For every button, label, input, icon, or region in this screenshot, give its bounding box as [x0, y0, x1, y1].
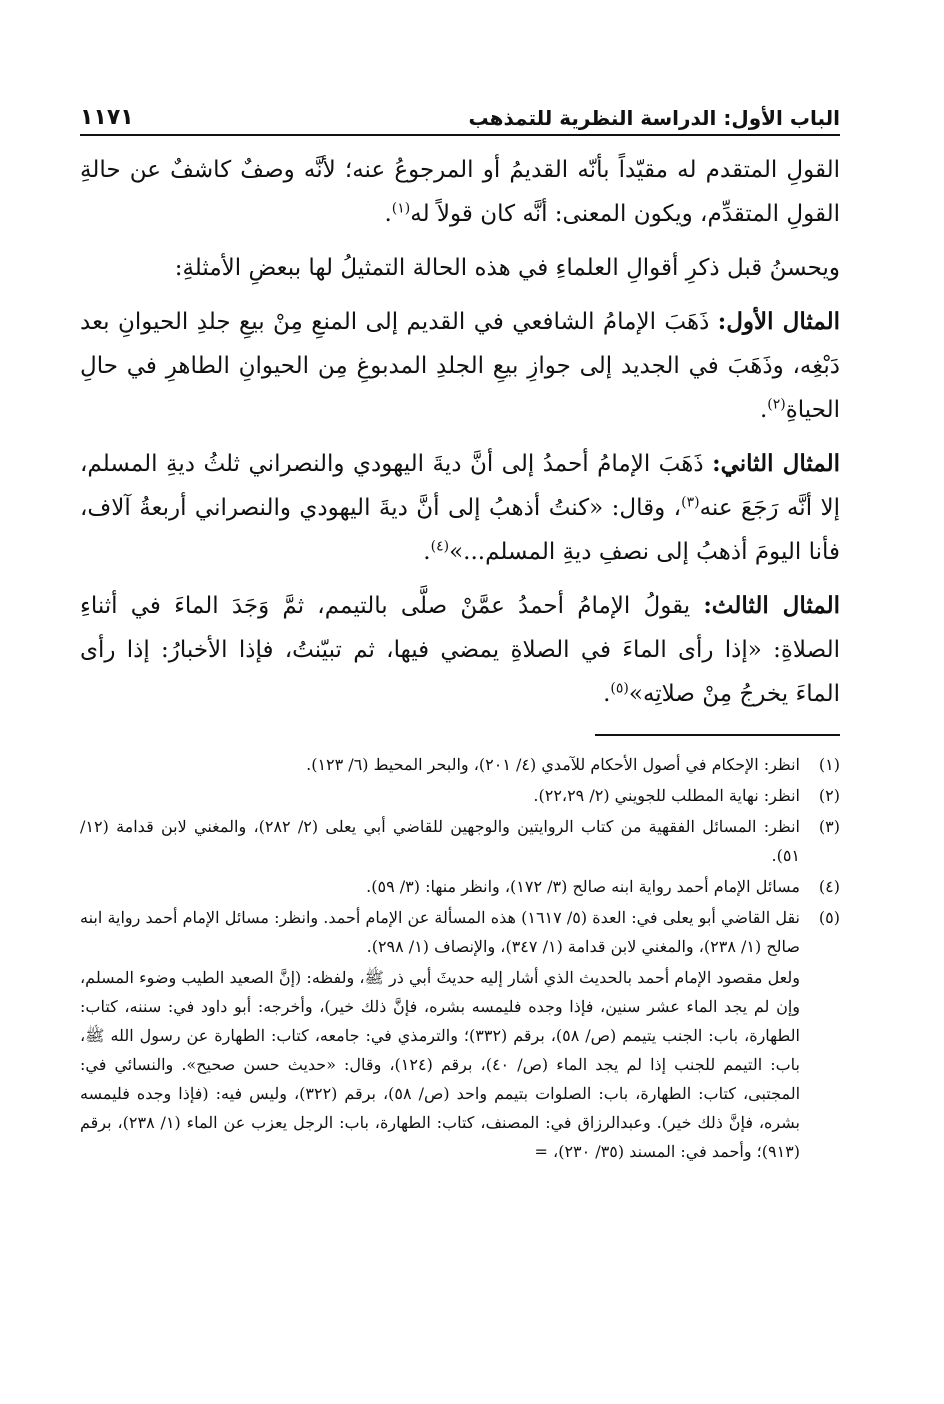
- footnote-3: [80, 812, 840, 870]
- punctuation: .: [423, 539, 431, 565]
- footnote-5-continuation: [80, 963, 840, 1166]
- footnote-text: انظر: نهاية المطلب للجويني (٢/ ٢٢،٢٩).: [533, 786, 800, 805]
- footnote-ref: (٣): [681, 494, 700, 511]
- chapter-title: الباب الأول: الدراسة النظرية للتمذهب: [468, 106, 840, 130]
- footnote-1: [80, 750, 840, 779]
- footnote-continuation-text: ولعل مقصود الإمام أحمد بالحديث الذي أشار إليه حديثَ أبي ذر ﷺ، ولفظه: (إنَّ الصعيد الطيب وضوء المسلم، وإن لم يجد الماء عشر سنين، فإذا وجده فليمسه بشره، فإنَّ ذلك خير)، وأخرجه: أبو داود في: سننه، كتاب: الطهارة، باب: الجنب يتيمم (ص/ ٥٨)، برقم (٣٣٢)؛ والترمذي في: جامعه، كتاب: الطهارة عن رسول الله ﷺ، باب: التيمم للجنب إذا لم يجد الماء (ص/ ٤٠)، برقم (١٢٤)، وقال: «حديث حسن صحيح». والنسائي في: المجتبى، كتاب: الطهارة، باب: الصلوات بتيمم واحد (ص/ ٥٨)، برقم (٣٢٢)، وليس فيه: (فإذا وجده فليمسه بشره، فإنَّ ذلك خير). وعبدالرزاق في: المصنف، كتاب: الطهارة، باب: الرجل يعزب عن الماء (١/ ٢٣٨)، برقم (٩١٣)؛ وأحمد في: المسند (٣٥/ ٢٣٠)،: [80, 968, 801, 1161]
- footnote-number: (٣): [818, 817, 840, 836]
- punctuation: .: [759, 397, 768, 423]
- running-header: [80, 92, 840, 136]
- continuation-mark: =: [534, 1142, 548, 1161]
- footnote-text: نقل القاضي أبو يعلى في: العدة (٥/ ١٦١٧) هذه المسألة عن الإمام أحمد. وانظر: مسائل الإمام أحمد رواية ابنه صالح (١/ ٢٣٨)، والمغني لابن قدامة (١/ ٣٤٧)، والإنصاف (١/ ٢٩٨).: [80, 908, 801, 956]
- paragraph-examples-intro: [80, 246, 840, 290]
- footnote-2: [80, 781, 840, 810]
- paragraph-text: ويحسنُ قبل ذكرِ أقوالِ العلماءِ في هذه الحالة التمثيلُ لها ببعضِ الأمثلةِ:: [174, 255, 840, 281]
- footnote-number: (٢): [818, 786, 840, 805]
- footnote-ref: (٤): [430, 538, 450, 555]
- punctuation: .: [603, 681, 611, 707]
- footnote-number: (١): [818, 755, 840, 774]
- example-label: المثال الأول:: [717, 308, 840, 335]
- example-3: [80, 584, 840, 716]
- footnotes: [80, 750, 840, 1166]
- paragraph-text: القولِ المتقدم له مقيّداً بأنّه القديمُ أو المرجوعُ عنه؛ لأنَّه وصفٌ كاشفٌ عن حالةِ القولِ المتقدِّم، ويكون المعنى: أنَّه كان قولاً له: [80, 157, 840, 227]
- book-page: [80, 92, 840, 1166]
- paragraph-intro: [80, 148, 840, 236]
- footnote-text: انظر: المسائل الفقهية من كتاب الروايتين والوجهين للقاضي أبي يعلى (٢/ ٢٨٢)، والمغني لابن قدامة (١٢/ ٥١).: [80, 817, 800, 865]
- example-text: ، وقال: «كنتُ أذهبُ إلى أنَّ ديةَ اليهودي والنصراني أربعةُ آلاف، فأنا اليومَ أذهبُ إلى نصفِ ديةِ المسلم...»: [80, 495, 840, 565]
- footnote-ref: (١): [391, 200, 411, 217]
- example-text: ذَهَبَ الإمامُ أحمدُ إلى أنَّ ديةَ اليهودي والنصراني ثلثُ ديةِ المسلم، إلا أنَّه رَجَعَ عنه: [80, 451, 841, 521]
- example-label: المثال الثالث:: [703, 592, 840, 619]
- example-2: [80, 442, 840, 574]
- footnote-number: (٥): [818, 908, 840, 927]
- example-text: ذَهَبَ الإمامُ الشافعي في القديم إلى المنعِ مِنْ بيعِ جلدِ الحيوانِ بعد دَبْغِه، وذَهَبَ في الجديد إلى جوازِ بيعِ الجلدِ المدبوغِ مِن الحيوانِ الطاهرِ في حالِ الحياةِ: [80, 309, 840, 423]
- footnote-5: [80, 903, 840, 961]
- example-1: [80, 300, 840, 432]
- footnote-text: مسائل الإمام أحمد رواية ابنه صالح (٣/ ١٧٢)، وانظر منها: (٣/ ٥٩).: [366, 877, 800, 896]
- example-text: يقولُ الإمامُ أحمدُ عمَّنْ صلَّى بالتيمم، ثمَّ وَجَدَ الماءَ في أثناءِ الصلاةِ: «إذا رأى الماءَ في الصلاةِ يمضي فيها، ثم تبيّنتُ، فإذا الأخبارُ: إذا رأى الماءَ يخرجُ مِنْ صلاتِه»: [80, 593, 840, 707]
- footnote-separator: [595, 734, 840, 736]
- punctuation: .: [384, 201, 392, 227]
- main-text: [80, 148, 840, 716]
- footnote-text: انظر: الإحكام في أصول الأحكام للآمدي (٤/ ٢٠١)، والبحر المحيط (٦/ ١٢٣).: [306, 755, 800, 774]
- footnote-4: [80, 872, 840, 901]
- page-number: ١١٧١: [80, 105, 134, 130]
- example-label: المثال الثاني:: [712, 450, 840, 477]
- footnote-number: (٤): [818, 877, 840, 896]
- footnote-ref: (٥): [610, 680, 629, 697]
- footnote-ref: (٢): [767, 396, 786, 413]
